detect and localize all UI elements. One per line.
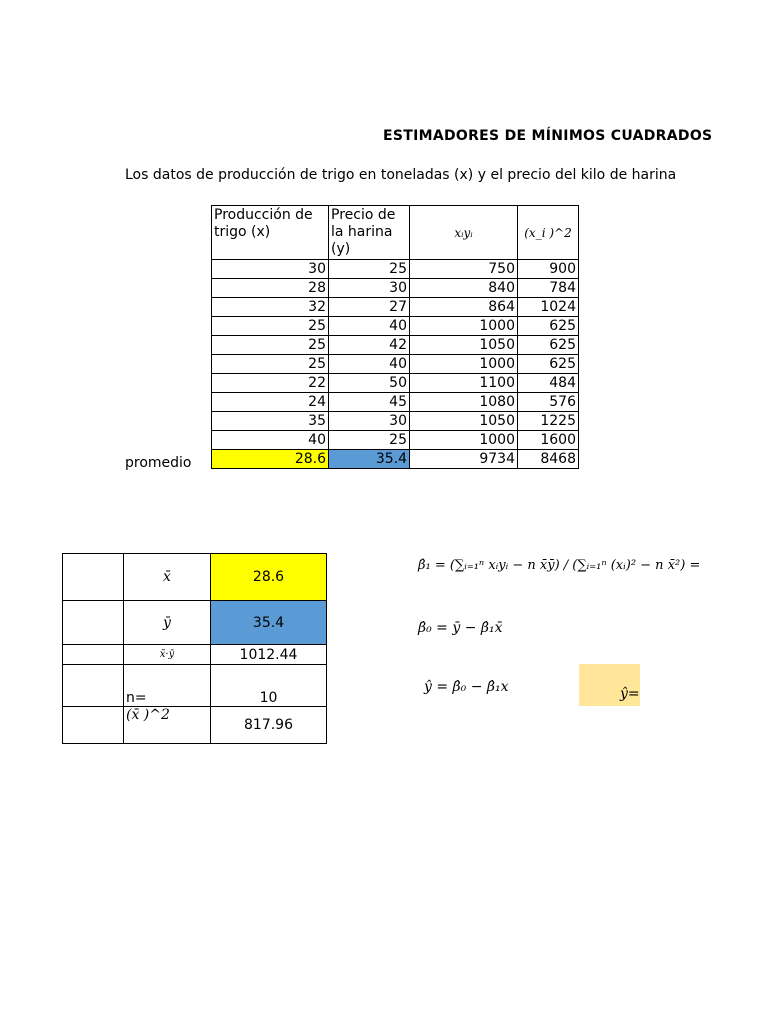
header-production: Producción de trigo (x): [212, 206, 329, 260]
table-cell: 25: [212, 355, 329, 374]
stats-empty-cell: [63, 601, 124, 645]
table-row: [212, 393, 579, 412]
table-cell: 625: [518, 317, 579, 336]
table-cell: 28: [212, 279, 329, 298]
table-cell: 1600: [518, 431, 579, 450]
stats-empty-cell: [63, 554, 124, 601]
header-price: Precio de la harina (y): [329, 206, 410, 260]
yhat-result-label: ŷ=: [620, 686, 640, 702]
table-row: [212, 298, 579, 317]
table-cell: 1000: [410, 431, 518, 450]
table-cell: 625: [518, 336, 579, 355]
table-cell: 1100: [410, 374, 518, 393]
beta1-formula: β̂₁ = (∑ᵢ₌₁ⁿ xᵢyᵢ − n x̄ȳ) / (∑ᵢ₌₁ⁿ (xᵢ)² − n x̄²) =: [418, 558, 701, 573]
stats-table: [62, 553, 327, 744]
stats-empty-cell: [63, 665, 124, 707]
data-table: [211, 205, 579, 469]
header-x-squared: (x_i )^2: [518, 206, 579, 260]
table-cell: 35: [212, 412, 329, 431]
table-cell: 1050: [410, 412, 518, 431]
table-row: [212, 260, 579, 279]
table-cell: 45: [329, 393, 410, 412]
n-value: 10: [211, 665, 327, 707]
table-cell: 32: [212, 298, 329, 317]
ybar-label: ȳ: [124, 601, 211, 645]
table-cell: 625: [518, 355, 579, 374]
sum-xy-cell: 9734: [410, 450, 518, 469]
n-label: n=: [124, 665, 211, 707]
table-row: [212, 317, 579, 336]
stats-row-x2: [63, 707, 327, 744]
table-row: [212, 374, 579, 393]
table-cell: 50: [329, 374, 410, 393]
table-cell: 27: [329, 298, 410, 317]
table-row: [212, 431, 579, 450]
page-title: ESTIMADORES DE MÍNIMOS CUADRADOS: [383, 128, 713, 144]
xy-value: 1012.44: [211, 645, 327, 665]
table-row: [212, 279, 579, 298]
table-cell: 40: [212, 431, 329, 450]
stats-row-n: [63, 665, 327, 707]
table-cell: 750: [410, 260, 518, 279]
beta0-formula: β̂₀ = ȳ − β̂₁x̄: [418, 620, 503, 636]
promedio-label: promedio: [125, 455, 192, 471]
table-cell: 576: [518, 393, 579, 412]
table-cell: 24: [212, 393, 329, 412]
x2-value: 817.96: [211, 707, 327, 744]
table-cell: 25: [212, 336, 329, 355]
sum-x2-cell: 8468: [518, 450, 579, 469]
table-cell: 30: [329, 279, 410, 298]
table-cell: 1080: [410, 393, 518, 412]
stats-row-xy: [63, 645, 327, 665]
stats-row-ybar: [63, 601, 327, 645]
yhat-formula: ŷ = β̂₀ − β̂₁x: [424, 679, 509, 695]
table-cell: 784: [518, 279, 579, 298]
table-cell: 484: [518, 374, 579, 393]
xbar-value: 28.6: [211, 554, 327, 601]
stats-empty-cell: [63, 645, 124, 665]
table-cell: 40: [329, 355, 410, 374]
table-cell: 30: [329, 412, 410, 431]
data-rows: [212, 260, 579, 450]
ybar-value: 35.4: [211, 601, 327, 645]
summary-row: [212, 450, 579, 469]
table-row: [212, 355, 579, 374]
table-header-row: [212, 206, 579, 260]
table-cell: 25: [329, 431, 410, 450]
table-row: [212, 412, 579, 431]
table-cell: 1225: [518, 412, 579, 431]
intro-text: Los datos de producción de trigo en toneladas (x) y el precio del kilo de harina: [125, 167, 677, 183]
table-cell: 25: [329, 260, 410, 279]
mean-x-cell: 28.6: [212, 450, 329, 469]
xbar-label: x̄: [124, 554, 211, 601]
mean-y-cell: 35.4: [329, 450, 410, 469]
stats-empty-cell: [63, 707, 124, 744]
table-cell: 864: [410, 298, 518, 317]
header-xy: xᵢyᵢ: [410, 206, 518, 260]
table-cell: 30: [212, 260, 329, 279]
table-cell: 1050: [410, 336, 518, 355]
table-cell: 1024: [518, 298, 579, 317]
table-cell: 42: [329, 336, 410, 355]
table-row: [212, 336, 579, 355]
stats-row-xbar: [63, 554, 327, 601]
table-cell: 1000: [410, 355, 518, 374]
table-cell: 840: [410, 279, 518, 298]
table-cell: 25: [212, 317, 329, 336]
yhat-result-cell: [579, 664, 640, 706]
table-cell: 40: [329, 317, 410, 336]
xy-label: x̄·ȳ: [124, 645, 211, 665]
table-cell: 22: [212, 374, 329, 393]
table-cell: 1000: [410, 317, 518, 336]
x2-label: (x̄ )^2: [124, 707, 211, 744]
table-cell: 900: [518, 260, 579, 279]
